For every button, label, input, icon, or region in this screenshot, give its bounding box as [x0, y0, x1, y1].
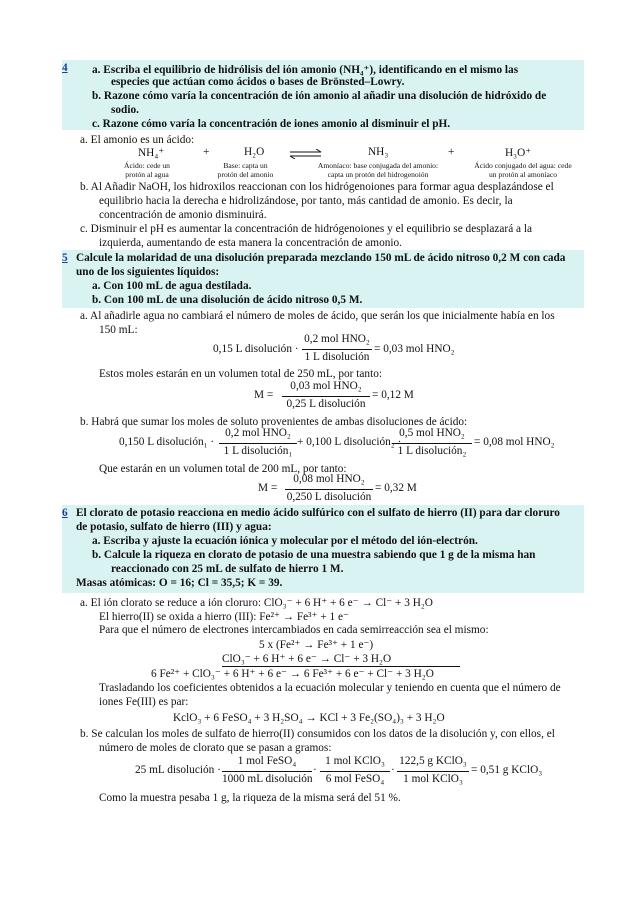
q4-answer-b-line3: concentración de amonio disminuirá. — [99, 209, 267, 221]
label-base — [208, 161, 283, 179]
label-base-line2: protón del amonio — [217, 170, 274, 179]
formula1-fraction-bar — [302, 349, 372, 350]
label-conj-acid — [458, 161, 588, 179]
eq-h3o: H₃O⁺ — [505, 147, 532, 159]
q6-answer-b-line2: número de moles de clorato que se pasan a gramos: — [99, 742, 332, 754]
formula5-numerator1: 1 mol FeSO₄ — [237, 755, 297, 767]
formula5-numerator2: 1 mol KClO₃ — [325, 755, 385, 767]
q5-answer-a-line3: Estos moles estarán en un volumen total de 250 mL, por tanto: — [99, 368, 382, 380]
formula5-fraction-bar3 — [397, 771, 469, 772]
q6-answer-a-line8: iones Fe(III) es par: — [99, 696, 189, 708]
label-acid-line2: protón al agua — [125, 170, 169, 179]
q5-part-b: b. Con 100 mL de una disolución de ácido nitroso 0,5 M. — [92, 294, 363, 306]
formula5-denominator2: 6 mol FeSO₄ — [325, 773, 385, 785]
q4-part-c: c. Razone cómo varía la concentración de iones amonio al disminuir el pH. — [92, 118, 451, 130]
formula3-fraction-bar2 — [392, 443, 472, 444]
q6-half-reaction-oxidation: 5 x (Fe²⁺ → Fe³⁺ + 1 e⁻) — [259, 639, 374, 651]
equilibrium-arrow-icon — [288, 149, 324, 159]
formula1-result: = 0,03 mol HNO₂ — [374, 343, 455, 355]
q4-part-b-line1: b. Razone cómo varía la concentración de ión amonio al añadir una disolución de hidróxido de — [92, 90, 547, 102]
q6-answer-a-line3: Para que el número de electrones intercambiados en cada semirreacción sea el mismo: — [99, 624, 489, 636]
q6-atomic-masses: Masas atómicas: O = 16; Cl = 35,5; K = 39. — [76, 577, 283, 589]
formula4-denominator: 0,250 L disolución — [286, 491, 372, 503]
formula5-dot2: · — [391, 764, 395, 776]
q6-part-b-line1: b. Calcule la riqueza en clorato de potasio de una muestra sabiendo que 1 g de la misma han — [92, 549, 536, 561]
formula5-dot1: · — [313, 764, 317, 776]
q6-answer-b-line1: b. Se calculan los moles de sulfato de hierro(II) consumidos con los datos de la disolución y, con ellos, el — [80, 728, 555, 740]
label-acid — [112, 161, 182, 179]
label-base-line1: Base: capta un — [223, 161, 268, 170]
q5-answer-b-line1: b. Habrá que sumar los moles de soluto provenientes de ambas disoluciones de ácido: — [80, 416, 468, 428]
q5-statement-line2: uno de los siguientes líquidos: — [76, 266, 220, 278]
q5-part-a: a. Con 100 mL de agua destilada. — [92, 280, 252, 292]
formula4-left: M = — [258, 482, 278, 494]
question-4-number: 4 — [62, 62, 68, 74]
q5-answer-a-line1: a. Al añadirle agua no cambiará el número de moles de ácido, que serán los que inicialmente había en los — [80, 310, 555, 322]
q6-answer-b-line3: Como la muestra pesaba 1 g, la riqueza de la misma será del 51 %. — [99, 792, 401, 804]
q5-statement-line1: Calcule la molaridad de una disolución preparada mezclando 150 mL de ácido nitroso 0,2 M con cada — [76, 252, 566, 264]
eq-nh4: NH₄⁺ — [138, 147, 165, 159]
formula4-numerator: 0,08 mol HNO₂ — [293, 473, 365, 485]
eq-h2o: H₂O — [244, 146, 265, 158]
q4-part-b-line2: sodio. — [111, 104, 139, 116]
q6-answer-a-line7: Trasladando los coeficientes obtenidos a la ecuación molecular y teniendo en cuenta que el número de — [99, 682, 561, 694]
formula1-left: 0,15 L disolución · — [213, 343, 299, 355]
label-conj-acid-line1: Ácido conjugado del agua: cede — [474, 161, 572, 170]
q6-ionic-equation: 6 Fe²⁺ + ClO₃⁻ + 6 H⁺ + 6 e⁻ → 6 Fe³⁺ + 6 e⁻ + Cl⁻ + 3 H₂O — [151, 668, 434, 680]
label-ammonia — [303, 161, 453, 179]
question-6-number: 6 — [62, 507, 68, 519]
q4-answer-b-line2: equilibrio hacia la derecha e hidrolizándose, por tanto, más cantidad de amonio. Es decir, la — [99, 195, 513, 207]
formula4-fraction-bar — [285, 489, 373, 490]
q6-statement-line2: de potasio, sulfato de hierro (III) y agua: — [76, 521, 272, 533]
formula3-numerator1: 0,2 mol HNO₂ — [225, 427, 291, 439]
q4-answer-b-line1: b. Al Añadir NaOH, los hidroxilos reaccionan con los hidrógenoiones para formar agua desplazándose el — [80, 181, 554, 193]
q6-part-b-line2: reaccionado con 25 mL de sulfato de hierro 1 M. — [111, 563, 344, 575]
formula1-denominator: 1 L disolución — [304, 351, 370, 363]
formula2-left: M = — [254, 389, 274, 401]
eq-plus-1: + — [203, 146, 210, 158]
formula5-numerator3: 122,5 g KClO₃ — [399, 755, 467, 767]
q6-statement-line1: El clorato de potasio reacciona en medio ácido sulfúrico con el sulfato de hierro (II) para dar cloruro — [76, 507, 560, 519]
formula3-result: = 0,08 mol HNO₂ — [474, 436, 555, 448]
q4-part-a-line2: especies que actúan como ácidos o bases de Brönsted–Lowry. — [111, 76, 405, 88]
eq-nh3: NH₃ — [368, 146, 389, 158]
formula1-numerator: 0,2 mol HNO₂ — [304, 333, 370, 345]
formula5-fraction-bar2 — [320, 771, 390, 772]
q6-answer-a-line2: El hierro(II) se oxida a hierro (III): Fe²⁺ → Fe³⁺ + 1 e⁻ — [99, 611, 349, 623]
q6-part-a: a. Escriba y ajuste la ecuación iónica y molecular por el método del ión-electrón. — [92, 535, 478, 547]
question-5-number: 5 — [62, 252, 68, 264]
label-ammonia-line2: capta un protón del hidrogenoión — [327, 170, 429, 179]
label-ammonia-line1: Amoníaco: base conjugada del amonio: — [317, 161, 439, 170]
q4-answer-c-line1: c. Disminuir el pH es aumentar la concentración de hidrógenoiones y el equilibrio se desplazará a la — [80, 223, 533, 235]
q6-half-reaction-reduction: ClO₃⁻ + 6 H⁺ + 6 e⁻ → Cl⁻ + 3 H₂O — [222, 653, 392, 665]
formula5-result: = 0,51 g KClO₃ — [471, 764, 543, 776]
q6-molecular-equation: KclO₃ + 6 FeSO₄ + 3 H₂SO₄ → KCl + 3 Fe₂(SO₄)₃ + 3 H₂O — [173, 712, 445, 724]
formula3-denominator2: 1 L disolución₂ — [397, 445, 467, 457]
label-acid-line1: Ácido: cede un — [124, 161, 170, 170]
formula2-result: = 0,12 M — [372, 389, 414, 401]
formula4-result: = 0,32 M — [375, 482, 417, 494]
formula2-denominator: 0,25 L disolución — [286, 398, 366, 410]
formula5-denominator1: 1000 mL disolución — [222, 773, 313, 785]
label-conj-acid-line2: un protón al amoníaco — [488, 170, 558, 179]
formula5-left: 25 mL disolución · — [135, 764, 221, 776]
q4-answer-a: a. El amonio es un ácido: — [80, 134, 195, 146]
q5-answer-a-line2: 150 mL: — [99, 324, 138, 336]
formula3-fraction-bar1 — [219, 443, 297, 444]
formula5-fraction-bar1 — [222, 771, 312, 772]
formula3-middle: + 0,100 L disolución₂ · — [297, 436, 402, 448]
formula3-numerator2: 0,5 mol HNO₂ — [399, 427, 465, 439]
formula2-fraction-bar — [282, 396, 370, 397]
eq-plus-2: + — [448, 146, 455, 158]
formula3-denominator1: 1 L disolución₁ — [223, 445, 293, 457]
q5-answer-b-line2: Que estarán en un volumen total de 200 mL, por tanto: — [99, 463, 347, 475]
q4-answer-c-line2: izquierda, aumentando de esta manera la concentración de amonio. — [99, 237, 402, 249]
formula5-denominator3: 1 mol KClO₃ — [403, 773, 463, 785]
formula3-left: 0,150 L disolución₁ · — [119, 436, 215, 448]
q4-part-a-line1: a. Escriba el equilibrio de hidrólisis del ión amonio (NH₄⁺), identificando en el mismo las — [92, 64, 519, 76]
formula2-numerator: 0,03 mol HNO₂ — [290, 380, 362, 392]
q6-answer-a-line1: a. El ión clorato se reduce a ión cloruro: ClO₃⁻ + 6 H⁺ + 6 e⁻ → Cl⁻ + 3 H₂O — [80, 597, 433, 609]
